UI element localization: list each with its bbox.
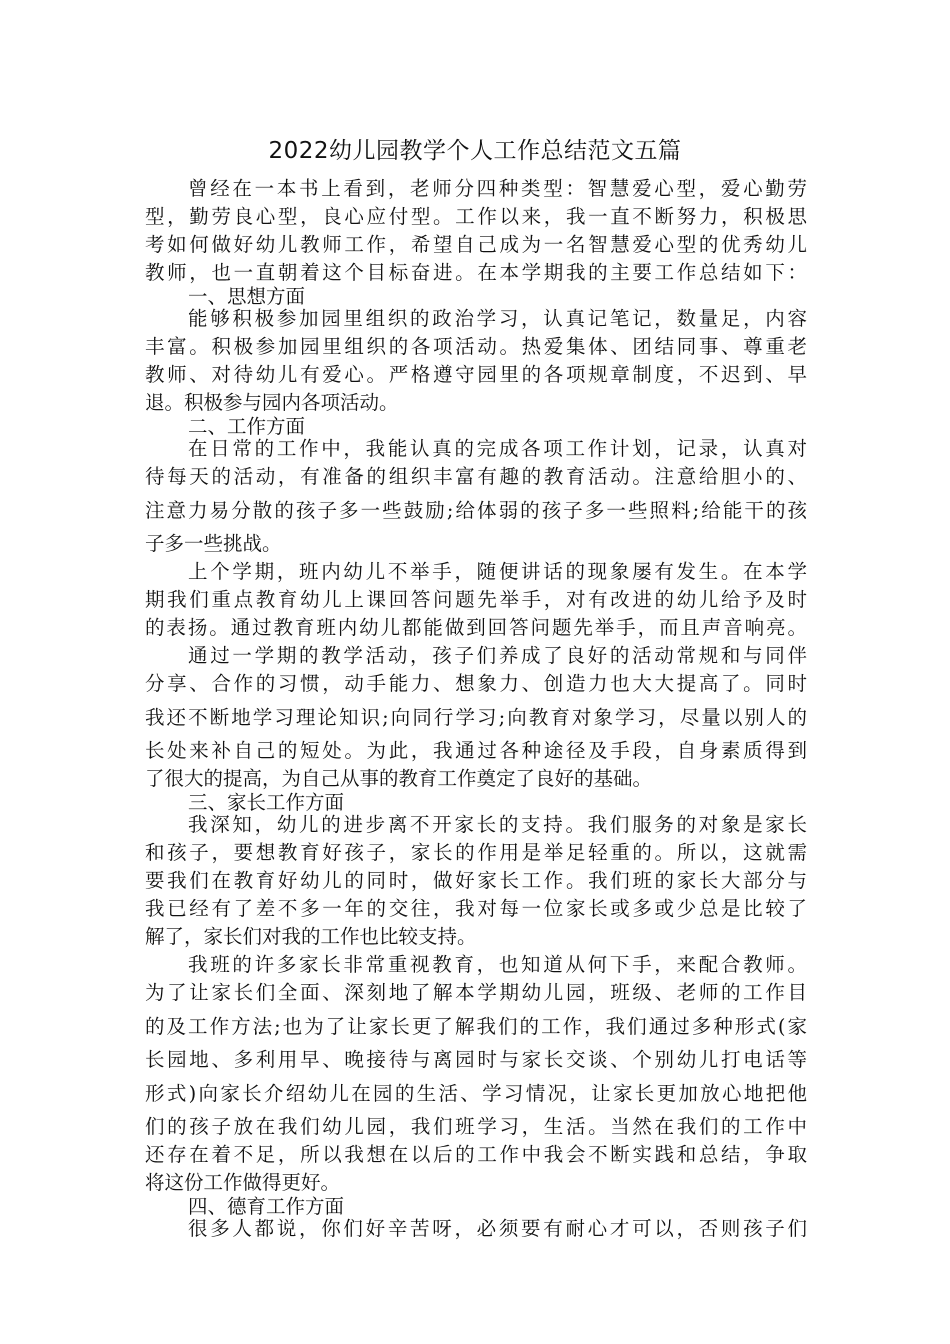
document-title: 2022幼儿园教学个人工作总结范文五篇 — [268, 138, 682, 164]
paragraph-line: 分享、合作的习惯，动手能力、想象力、创造力也大大提高了。同时 — [145, 672, 807, 695]
paragraph-line: 我已经有了差不多一年的交往，我对每一位家长或多或少总是比较了 — [145, 897, 807, 920]
paragraph-line: 教师、对待幼儿有爱心。严格遵守园里的各项规章制度，不迟到、早 — [145, 363, 807, 386]
paragraph-line: 在日常的工作中，我能认真的完成各项工作计划，记录，认真对 — [188, 437, 807, 460]
paragraph-line: 很多人都说，你们好辛苦呀，必须要有耐心才可以，否则孩子们 — [188, 1217, 807, 1240]
section-heading: 四、德育工作方面 — [188, 1195, 345, 1218]
paragraph-line: 上个学期，班内幼儿不举手，随便讲话的现象屡有发生。在本学 — [188, 560, 807, 583]
paragraph-line: 长处来补自己的短处。为此，我通过各种途径及手段，自身素质得到 — [145, 739, 807, 762]
paragraph-line: 的表扬。通过教育班内幼儿都能做到回答问题先举手，而且声音响亮。 — [145, 616, 807, 639]
paragraph-line: 将这份工作做得更好。 — [145, 1171, 341, 1194]
paragraph-line: 们的孩子放在我们幼儿园，我们班学习，生活。当然在我们的工作中 — [145, 1115, 807, 1138]
paragraph-line: 我还不断地学习理论知识;向同行学习;向教育对象学习，尽量以别人的 — [145, 706, 807, 729]
paragraph-line: 的及工作方法;也为了让家长更了解我们的工作，我们通过多种形式(家 — [145, 1015, 807, 1038]
section-heading: 一、思想方面 — [188, 285, 306, 308]
paragraph-line: 我班的许多家长非常重视教育，也知道从何下手，来配合教师。 — [188, 953, 807, 976]
section-heading: 三、家长工作方面 — [188, 791, 345, 814]
paragraph-line: 能够积极参加园里组织的政治学习，认真记笔记，数量足，内容 — [188, 307, 807, 330]
paragraph-line: 曾经在一本书上看到，老师分四种类型：智慧爱心型，爱心勤劳 — [188, 177, 807, 200]
paragraph-line: 型，勤劳良心型，良心应付型。工作以来，我一直不断努力，积极思 — [145, 205, 807, 228]
paragraph-line: 丰富。积极参加园里组织的各项活动。热爱集体、团结同事、尊重老 — [145, 335, 807, 358]
paragraph-line: 教师，也一直朝着这个目标奋进。在本学期我的主要工作总结如下： — [145, 261, 807, 284]
paragraph-line: 通过一学期的教学活动，孩子们养成了良好的活动常规和与同伴 — [188, 644, 807, 667]
paragraph-line: 我深知，幼儿的进步离不开家长的支持。我们服务的对象是家长 — [188, 813, 807, 836]
paragraph-line: 还存在着不足，所以我想在以后的工作中我会不断实践和总结，争取 — [145, 1143, 807, 1166]
paragraph-line: 解了，家长们对我的工作也比较支持。 — [145, 925, 477, 948]
paragraph-line: 为了让家长们全面、深刻地了解本学期幼儿园，班级、老师的工作目 — [145, 981, 807, 1004]
paragraph-line: 待每天的活动，有准备的组织丰富有趣的教育活动。注意给胆小的、 — [145, 465, 807, 488]
paragraph-line: 了很大的提高，为自己从事的教育工作奠定了良好的基础。 — [145, 767, 653, 790]
paragraph-line: 形式)向家长介绍幼儿在园的生活、学习情况，让家长更加放心地把他 — [145, 1082, 807, 1105]
paragraph-line: 期我们重点教育幼儿上课回答问题先举手，对有改进的幼儿给予及时 — [145, 588, 807, 611]
section-heading: 二、工作方面 — [188, 415, 306, 438]
paragraph-line: 和孩子，要想教育好孩子，家长的作用是举足轻重的。所以，这就需 — [145, 841, 807, 864]
paragraph-line: 子多一些挑战。 — [145, 532, 282, 555]
paragraph-line: 考如何做好幼儿教师工作，希望自己成为一名智慧爱心型的优秀幼儿 — [145, 233, 807, 256]
paragraph-line: 要我们在教育好幼儿的同时，做好家长工作。我们班的家长大部分与 — [145, 869, 807, 892]
paragraph-line: 长园地、多利用早、晚接待与离园时与家长交谈、个别幼儿打电话等 — [145, 1048, 807, 1071]
paragraph-line: 注意力易分散的孩子多一些鼓励;给体弱的孩子多一些照料;给能干的孩 — [145, 499, 807, 522]
paragraph-line: 退。积极参与园内各项活动。 — [145, 391, 399, 414]
